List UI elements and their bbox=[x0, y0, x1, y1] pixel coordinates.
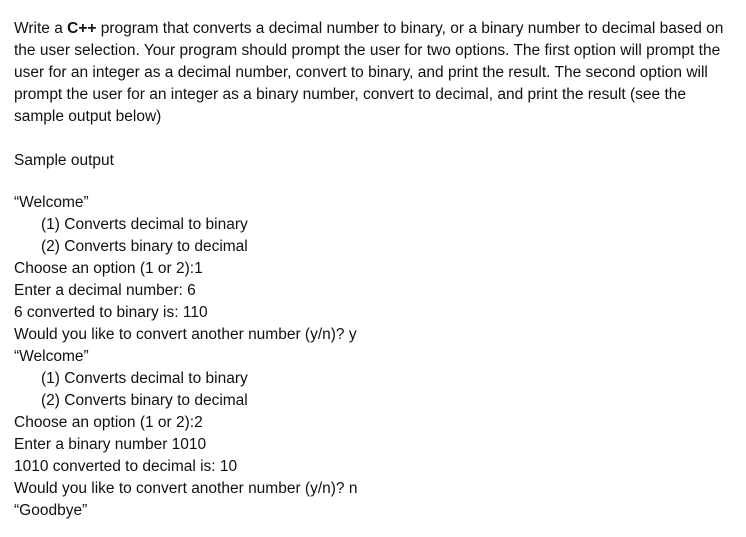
question-text bbox=[14, 18, 726, 128]
sample-line-enter-decimal: Enter a decimal number: 6 bbox=[14, 282, 196, 299]
sample-line-result-binary: 6 converted to binary is: 110 bbox=[14, 304, 208, 321]
sample-output-heading: Sample output bbox=[14, 152, 114, 169]
sample-line-option-2-repeat: (2) Converts binary to decimal bbox=[41, 392, 248, 409]
sample-line-option-1-repeat: (1) Converts decimal to binary bbox=[41, 370, 248, 387]
question-text-rest: program that converts a decimal number to binary, or a binary number to decimal based on the user selection. Your program should prompt the user for two options. The first option will prompt the user for an integer as a decimal number, convert to binary, and print the result. The second option will prompt the user for an integer as a binary number, convert to decimal, and print the result (see the sample output below) bbox=[14, 20, 724, 125]
sample-line-result-decimal: 1010 converted to decimal is: 10 bbox=[14, 458, 238, 475]
sample-line-continue-no: Would you like to convert another number (y/n)? n bbox=[14, 480, 358, 497]
language-name: C++ bbox=[67, 20, 97, 37]
sample-line-continue-yes: Would you like to convert another number (y/n)? y bbox=[14, 326, 357, 343]
sample-line-goodbye: “Goodbye” bbox=[14, 502, 88, 519]
sample-line-option-2: (2) Converts binary to decimal bbox=[41, 238, 248, 255]
sample-line-enter-binary: Enter a binary number 1010 bbox=[14, 436, 207, 453]
sample-line-welcome-1: “Welcome” bbox=[14, 194, 89, 211]
sample-line-welcome-2: “Welcome” bbox=[14, 348, 89, 365]
sample-line-choose-1: Choose an option (1 or 2):1 bbox=[14, 260, 203, 277]
sample-line-choose-2: Choose an option (1 or 2):2 bbox=[14, 414, 203, 431]
question-text-start: Write a bbox=[14, 20, 68, 37]
sample-output-block bbox=[14, 192, 732, 522]
sample-line-option-1: (1) Converts decimal to binary bbox=[41, 216, 248, 233]
